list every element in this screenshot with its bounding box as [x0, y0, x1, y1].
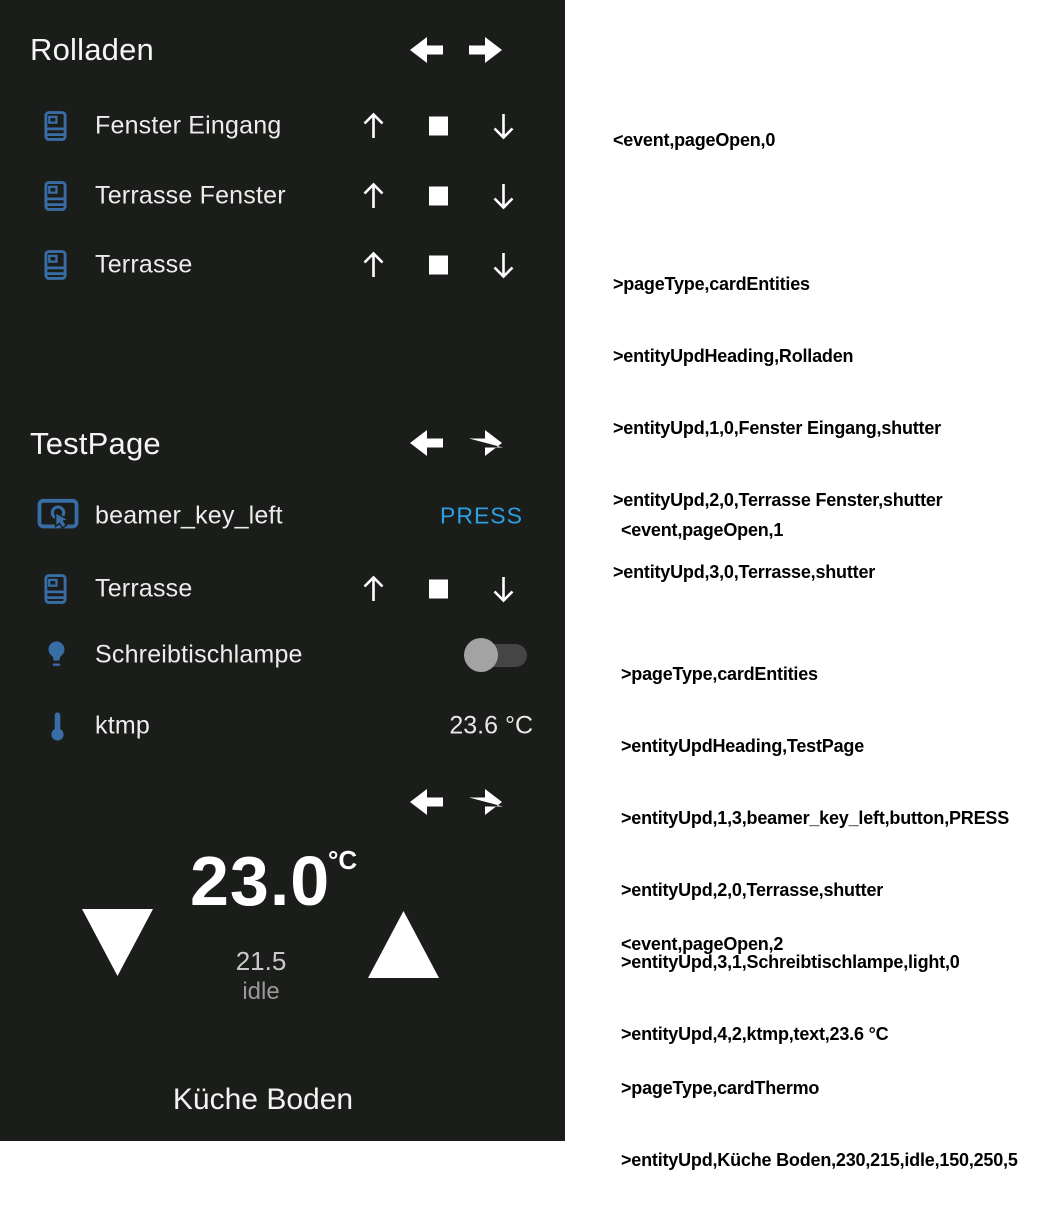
entity-label: Fenster Eingang [95, 111, 282, 140]
window-shutter-icon [44, 574, 67, 605]
entity-row-terrasse-2 [0, 559, 565, 619]
log-event-line: <event,pageOpen,0 [613, 130, 776, 150]
shutter-down-icon[interactable] [490, 574, 517, 604]
shutter-up-icon[interactable] [360, 250, 387, 280]
thermometer-icon [48, 711, 67, 741]
shutter-down-icon[interactable] [490, 111, 517, 141]
nav-next-icon[interactable] [469, 429, 503, 457]
log-line: >entityUpd,1,0,Fenster Eingang,shutter [613, 418, 941, 438]
entity-row-terrasse [0, 235, 565, 295]
log-gap [613, 200, 943, 224]
shutter-stop-button[interactable] [429, 187, 448, 206]
window-shutter-icon [44, 111, 67, 142]
entity-row-schreibtischlampe [0, 625, 565, 685]
entity-label: beamer_key_left [95, 501, 283, 530]
nav-prev-icon[interactable] [409, 36, 443, 64]
shutter-stop-button[interactable] [429, 117, 448, 136]
entity-row-ktmp [0, 696, 565, 756]
window-shutter-icon [44, 250, 67, 281]
current-temperature: 23.0 [190, 842, 331, 920]
shutter-stop-button[interactable] [429, 256, 448, 275]
entity-label: Schreibtischlampe [95, 640, 303, 669]
log-event-line: <event,pageOpen,2 [621, 934, 784, 954]
entity-row-terrasse-fenster [0, 166, 565, 226]
shutter-up-icon[interactable] [360, 111, 387, 141]
nav-prev-icon[interactable] [409, 788, 443, 816]
card-heading-testpage: TestPage [30, 426, 161, 461]
nav-next-icon[interactable] [469, 788, 503, 816]
temperature-unit: °C [328, 845, 358, 875]
press-button[interactable]: PRESS [440, 502, 523, 529]
log-line: >pageType,cardEntities [621, 664, 818, 684]
entity-label: Terrasse [95, 574, 193, 603]
log-gap [621, 1004, 1018, 1028]
gesture-tap-button-icon [37, 497, 79, 535]
log-line: >pageType,cardEntities [613, 274, 810, 294]
toggle-knob [464, 638, 498, 672]
log-line: >entityUpd,1,3,beamer_key_left,button,PRESS [621, 808, 1010, 828]
entity-label: ktmp [95, 711, 150, 740]
entity-label: Terrasse Fenster [95, 181, 286, 210]
target-temperature: 21.5 [235, 946, 287, 976]
lightbulb-icon [45, 640, 68, 670]
log-block-page2 [621, 884, 1018, 1220]
log-event-line: <event,pageOpen,1 [621, 520, 784, 540]
log-line: >entityUpd,3,0,Terrasse,shutter [613, 562, 876, 582]
log-line: >entityUpd,2,0,Terrasse,shutter [621, 880, 884, 900]
light-toggle-off[interactable] [464, 637, 528, 673]
thermostat-state: idle [242, 978, 280, 1005]
entity-label: Terrasse [95, 250, 193, 279]
log-line: >entityUpd,4,2,ktmp,text,23.6 °C [621, 1024, 889, 1044]
nav-next-icon[interactable] [469, 36, 503, 64]
shutter-down-icon[interactable] [490, 181, 517, 211]
log-line: >pageType,cardThermo [621, 1078, 820, 1098]
shutter-stop-button[interactable] [429, 580, 448, 599]
log-line: >entityUpd,Küche Boden,230,215,idle,150,250,5 [621, 1150, 1018, 1170]
card-heading-rolladen: Rolladen [30, 32, 154, 67]
temp-up-button[interactable] [368, 911, 439, 978]
window-shutter-icon [44, 181, 67, 212]
entity-row-fenster-eingang [0, 96, 565, 156]
shutter-up-icon[interactable] [360, 181, 387, 211]
temperature-value: 23.6 °C [449, 711, 533, 740]
shutter-down-icon[interactable] [490, 250, 517, 280]
nav-prev-icon[interactable] [409, 429, 443, 457]
log-line: >entityUpd,2,0,Terrasse Fenster,shutter [613, 490, 943, 510]
log-line: >entityUpd,3,1,Schreibtischlampe,light,0 [621, 952, 960, 972]
log-line: >entityUpdHeading,Rolladen [613, 346, 854, 366]
log-line: >entityUpdHeading,TestPage [621, 736, 865, 756]
entity-row-beamer-key-left [0, 486, 565, 546]
temp-down-button[interactable] [82, 909, 153, 976]
log-gap [621, 590, 1009, 614]
thermostat-name: Küche Boden [172, 1083, 354, 1116]
shutter-up-icon[interactable] [360, 574, 387, 604]
